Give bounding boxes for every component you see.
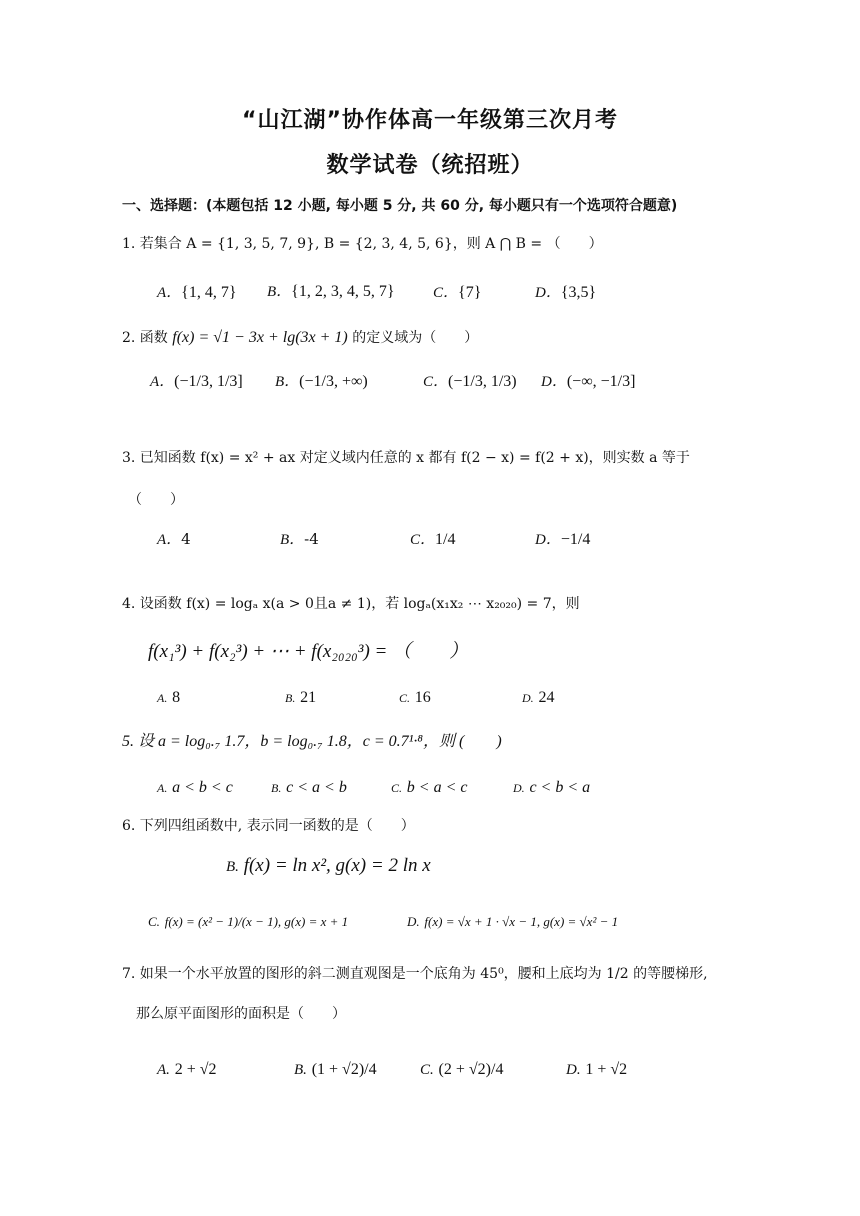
question-7-option-c: C. (2 + √2)/4 [420,1061,504,1078]
question-4-option-a: A. 8 [157,689,181,706]
question-1-option-c: C．{7} [433,284,482,301]
question-5-option-a: A. a < b < c [157,779,233,796]
question-4-option-b: B. 21 [285,689,317,706]
question-5-stem: 5. 设 a = log₀.₇ 1.7，b = log₀.₇ 1.8，c = 0.7¹·⁸，则 ( ) [122,733,502,750]
question-3-option-d: D．−1/4 [535,531,591,548]
question-4-stem-line2: f(x₁³) + f(x₂³) + ⋯ + f(x₂₀₂₀³) = （ ） [148,641,469,662]
section-heading: 一、选择题：(本题包括 12 小题, 每小题 5 分, 共 60 分, 每小题只有一个选项符合题意) [122,198,678,214]
question-3-option-b: B．-4 [280,530,319,548]
question-4-option-d: D. 24 [522,689,555,706]
question-7-option-b: B. (1 + √2)/4 [294,1061,377,1078]
question-3-option-c: C．1/4 [410,531,456,548]
question-5-option-b: B. c < a < b [271,779,347,796]
question-2-option-c: C．(−1/3, 1/3) [423,373,517,390]
question-6-stem: 6. 下列四组函数中, 表示同一函数的是（ ） [122,818,415,834]
question-7-option-a: A. 2 + √2 [157,1061,217,1078]
question-2-option-b: B．(−1/3, +∞) [275,373,368,390]
question-5-option-c: C. b < a < c [391,779,468,796]
question-1-option-a: A．{1, 4, 7} [157,284,237,301]
question-1-option-d: D．{3,5} [535,284,597,301]
question-1-stem: 1. 若集合 A = {1, 3, 5, 7, 9}, B = {2, 3, 4, 5, 6}，则 A ⋂ B = （ ） [122,236,603,252]
question-6-option-c: C. f(x) = (x² − 1)/(x − 1), g(x) = x + 1 [148,914,349,929]
question-7-stem: 7. 如果一个水平放置的图形的斜二测直观图是一个底角为 45⁰，腰和上底均为 1/2 的等腰梯形, [122,966,708,982]
question-2-stem: 2. 函数 f(x) = √1 − 3x + lg(3x + 1) 的定义域为（ ） [122,329,479,346]
question-2-option-a: A．(−1/3, 1/3] [150,373,243,390]
page-subtitle: 数学试卷（统招班） [326,153,534,178]
question-3-option-a: A．4 [157,530,191,548]
question-2-option-d: D．(−∞, −1/3] [541,373,636,390]
question-4-stem: 4. 设函数 f(x) = logₐ x(a > 0且a ≠ 1)，若 logₐ(x₁x₂ ⋯ x₂₀₂₀) = 7，则 [122,596,580,612]
question-6-option-d: D. f(x) = √x + 1 · √x − 1, g(x) = √x² − 1 [407,914,619,929]
question-4-option-c: C. 16 [399,689,431,706]
question-3-stem: 3. 已知函数 f(x) = x² + ax 对定义域内任意的 x 都有 f(2 − x) = f(2 + x)，则实数 a 等于 [122,450,690,466]
question-5-option-d: D. c < b < a [513,779,591,796]
question-6-option-b: B. f(x) = ln x², g(x) = 2 ln x [226,855,431,876]
question-1-option-b: B．{1, 2, 3, 4, 5, 7} [267,283,395,300]
question-7-stem-line2: 那么原平面图形的面积是（ ） [136,1006,346,1022]
question-3-stem-tail: （ ） [128,492,184,508]
page-title: “山江湖”协作体高一年级第三次月考 [242,108,618,133]
question-7-option-d: D. 1 + √2 [566,1061,628,1078]
